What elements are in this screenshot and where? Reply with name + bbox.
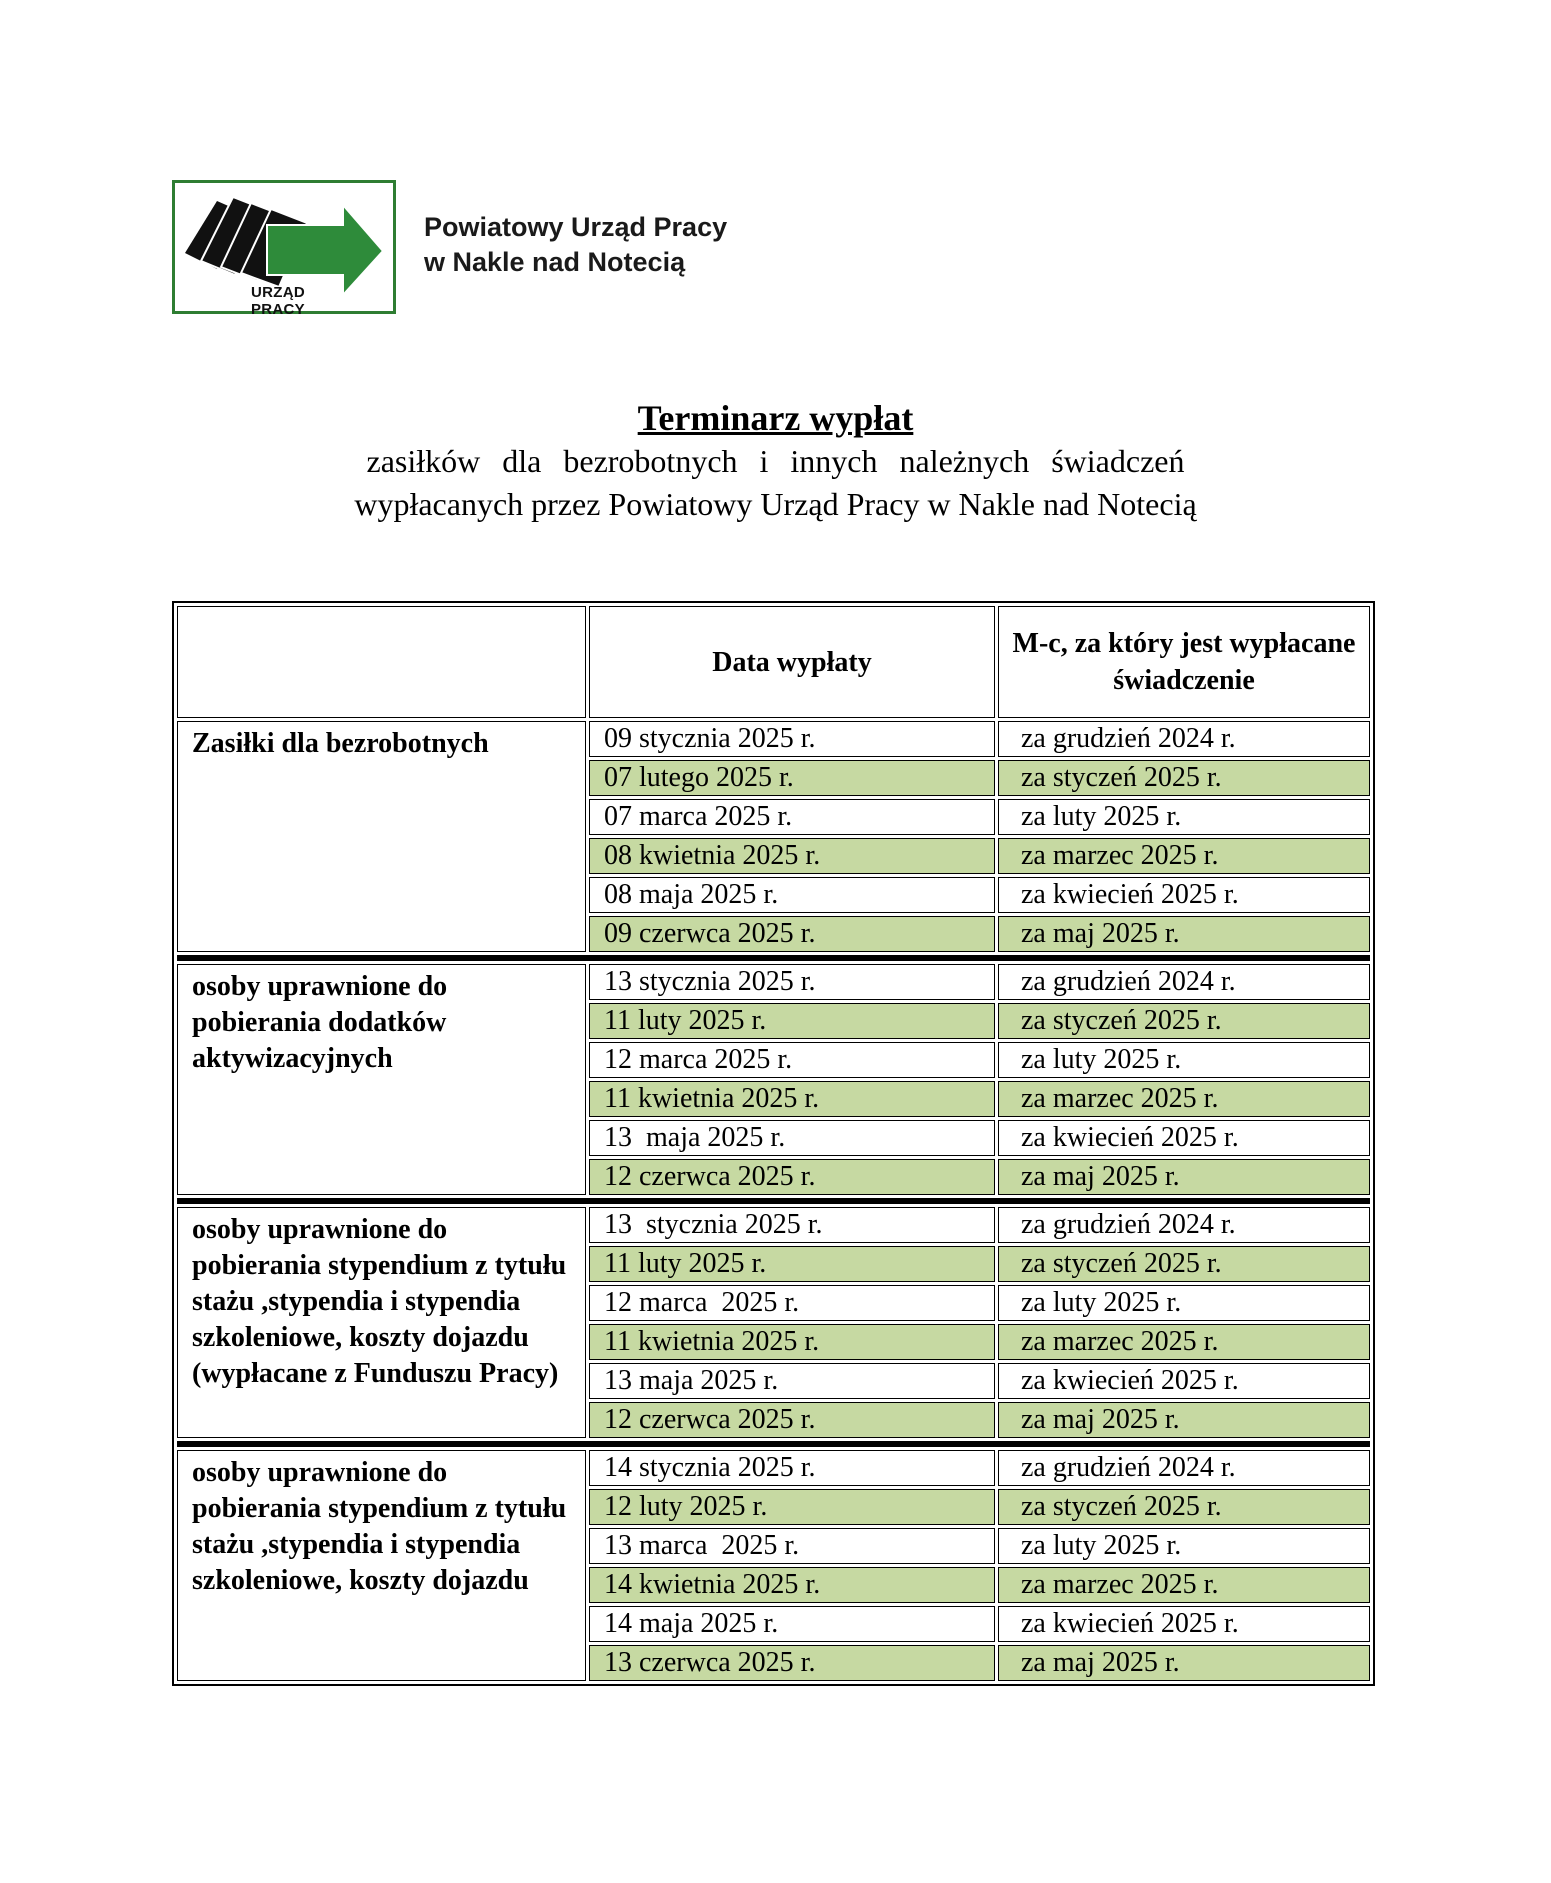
benefit-month-cell: za kwiecień 2025 r. bbox=[998, 1606, 1370, 1642]
benefit-month-cell: za styczeń 2025 r. bbox=[998, 1489, 1370, 1525]
payment-date-cell: 14 stycznia 2025 r. bbox=[589, 1450, 995, 1486]
payment-date-cell: 11 kwietnia 2025 r. bbox=[589, 1081, 995, 1117]
payment-date-cell: 13 stycznia 2025 r. bbox=[589, 1207, 995, 1243]
benefit-month-cell: za kwiecień 2025 r. bbox=[998, 1120, 1370, 1156]
benefit-month-cell: za luty 2025 r. bbox=[998, 1042, 1370, 1078]
category-cell: osoby uprawnione do pobierania stypendium z tytułu stażu ,stypendia i stypendia szkoleniowe, koszty dojazdu bbox=[177, 1450, 586, 1681]
payment-date-cell: 08 maja 2025 r. bbox=[589, 877, 995, 913]
payment-date-cell: 09 czerwca 2025 r. bbox=[589, 916, 995, 952]
category-cell: osoby uprawnione do pobierania stypendium z tytułu stażu ,stypendia i stypendia szkoleniowe, koszty dojazdu (wypłacane z Funduszu Pracy) bbox=[177, 1207, 586, 1438]
benefit-month-cell: za marzec 2025 r. bbox=[998, 1567, 1370, 1603]
org-line-1: Powiatowy Urząd Pracy bbox=[424, 212, 728, 242]
payment-date-cell: 07 marca 2025 r. bbox=[589, 799, 995, 835]
payment-date-cell: 07 lutego 2025 r. bbox=[589, 760, 995, 796]
payment-date-cell: 13 czerwca 2025 r. bbox=[589, 1645, 995, 1681]
logo-text: URZĄD PRACY bbox=[250, 284, 305, 318]
benefit-month-cell: za luty 2025 r. bbox=[998, 799, 1370, 835]
benefit-month-cell: za marzec 2025 r. bbox=[998, 1081, 1370, 1117]
header-cell-month: M-c, za który jest wypłacane świadczenie bbox=[998, 606, 1370, 718]
benefit-month-cell: za maj 2025 r. bbox=[998, 916, 1370, 952]
benefit-month-cell: za kwiecień 2025 r. bbox=[998, 877, 1370, 913]
payment-date-cell: 14 kwietnia 2025 r. bbox=[589, 1567, 995, 1603]
group-separator-bar bbox=[177, 1441, 1370, 1447]
payment-date-cell: 11 kwietnia 2025 r. bbox=[589, 1324, 995, 1360]
benefit-month-cell: za grudzień 2024 r. bbox=[998, 1450, 1370, 1486]
payment-date-cell: 12 marca 2025 r. bbox=[589, 1042, 995, 1078]
benefit-month-cell: za styczeń 2025 r. bbox=[998, 1003, 1370, 1039]
document-title: Terminarz wypłat bbox=[637, 398, 914, 438]
payment-date-cell: 09 stycznia 2025 r. bbox=[589, 721, 995, 757]
benefit-month-cell: za maj 2025 r. bbox=[998, 1645, 1370, 1681]
benefit-month-cell: za luty 2025 r. bbox=[998, 1285, 1370, 1321]
benefit-month-cell: za maj 2025 r. bbox=[998, 1159, 1370, 1195]
benefit-month-cell: za grudzień 2024 r. bbox=[998, 964, 1370, 1000]
payment-date-cell: 12 czerwca 2025 r. bbox=[589, 1159, 995, 1195]
benefit-month-cell: za grudzień 2024 r. bbox=[998, 721, 1370, 757]
payment-date-cell: 13 maja 2025 r. bbox=[589, 1120, 995, 1156]
payment-date-cell: 08 kwietnia 2025 r. bbox=[589, 838, 995, 874]
table-row bbox=[177, 1450, 1370, 1486]
benefit-month-cell: za marzec 2025 r. bbox=[998, 1324, 1370, 1360]
payment-date-cell: 12 marca 2025 r. bbox=[589, 1285, 995, 1321]
benefit-month-cell: za marzec 2025 r. bbox=[998, 838, 1370, 874]
payment-date-cell: 13 maja 2025 r. bbox=[589, 1363, 995, 1399]
payment-date-cell: 13 marca 2025 r. bbox=[589, 1528, 995, 1564]
benefit-month-cell: za grudzień 2024 r. bbox=[998, 1207, 1370, 1243]
header-cell-category bbox=[177, 606, 586, 718]
benefit-month-cell: za maj 2025 r. bbox=[998, 1402, 1370, 1438]
group-separator-bar bbox=[177, 1198, 1370, 1204]
group-separator bbox=[177, 1441, 1370, 1447]
header-cell-date: Data wypłaty bbox=[589, 606, 995, 718]
category-cell: osoby uprawnione do pobierania dodatków aktywizacyjnych bbox=[177, 964, 586, 1195]
table-header-row bbox=[177, 606, 1370, 718]
benefit-month-cell: za styczeń 2025 r. bbox=[998, 1246, 1370, 1282]
payment-date-cell: 11 luty 2025 r. bbox=[589, 1003, 995, 1039]
group-separator-bar bbox=[177, 955, 1370, 961]
payment-date-cell: 12 czerwca 2025 r. bbox=[589, 1402, 995, 1438]
benefit-month-cell: za styczeń 2025 r. bbox=[998, 760, 1370, 796]
payment-date-cell: 13 stycznia 2025 r. bbox=[589, 964, 995, 1000]
group-separator bbox=[177, 1198, 1370, 1204]
table-row bbox=[177, 964, 1370, 1000]
subtitle-line-2: wypłacanych przez Powiatowy Urząd Pracy w Nakle nad Notecią bbox=[354, 486, 1197, 522]
subtitle-line-1: zasiłków dla bezrobotnych i innych należnych świadczeń bbox=[366, 443, 1185, 479]
org-line-2: w Nakle nad Notecią bbox=[424, 247, 686, 277]
payment-schedule-table bbox=[172, 601, 1375, 1686]
benefit-month-cell: za kwiecień 2025 r. bbox=[998, 1363, 1370, 1399]
office-logo bbox=[172, 180, 396, 318]
category-cell: Zasiłki dla bezrobotnych bbox=[177, 721, 586, 952]
organization-name bbox=[424, 210, 727, 280]
group-separator bbox=[177, 955, 1370, 961]
table-row bbox=[177, 721, 1370, 757]
table-row bbox=[177, 1207, 1370, 1243]
benefit-month-cell: za luty 2025 r. bbox=[998, 1528, 1370, 1564]
payment-date-cell: 12 luty 2025 r. bbox=[589, 1489, 995, 1525]
payment-date-cell: 11 luty 2025 r. bbox=[589, 1246, 995, 1282]
payment-date-cell: 14 maja 2025 r. bbox=[589, 1606, 995, 1642]
